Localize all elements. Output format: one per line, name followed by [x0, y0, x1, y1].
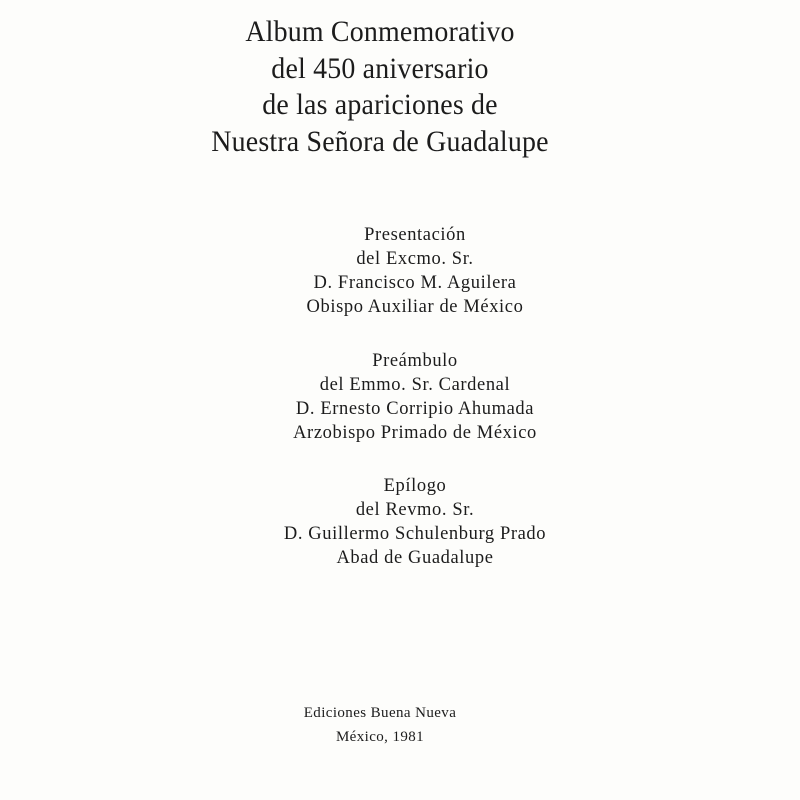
section-heading: Presentación [364, 225, 466, 245]
section-line: del Revmo. Sr. [355, 500, 475, 520]
title-line: de las apariciones de [262, 88, 498, 121]
title-line: Album Conmemorativo [245, 15, 515, 48]
place-year: México, 1981 [335, 729, 425, 745]
section-line: Abad de Guadalupe [336, 548, 494, 568]
imprint [0, 701, 760, 749]
epilogue-section [0, 474, 800, 570]
preamble-section [0, 349, 800, 445]
section-line: D. Ernesto Corripio Ahumada [295, 399, 535, 419]
section-line: del Excmo. Sr. [356, 249, 474, 269]
title-line: Nuestra Señora de Guadalupe [211, 124, 549, 158]
publisher: Ediciones Buena Nueva [303, 705, 457, 721]
section-line: del Emmo. Sr. Cardenal [319, 375, 511, 395]
presentation-section [0, 223, 800, 319]
page-title [0, 14, 760, 160]
section-heading: Preámbulo [372, 351, 458, 371]
section-line: D. Francisco M. Aguilera [313, 273, 517, 293]
section-line: D. Guillermo Schulenburg Prado [283, 524, 547, 544]
title-line: del 450 aniversario [271, 51, 489, 85]
section-line: Arzobispo Primado de México [293, 423, 537, 443]
section-heading: Epílogo [383, 476, 447, 496]
section-line: Obispo Auxiliar de México [306, 297, 524, 317]
